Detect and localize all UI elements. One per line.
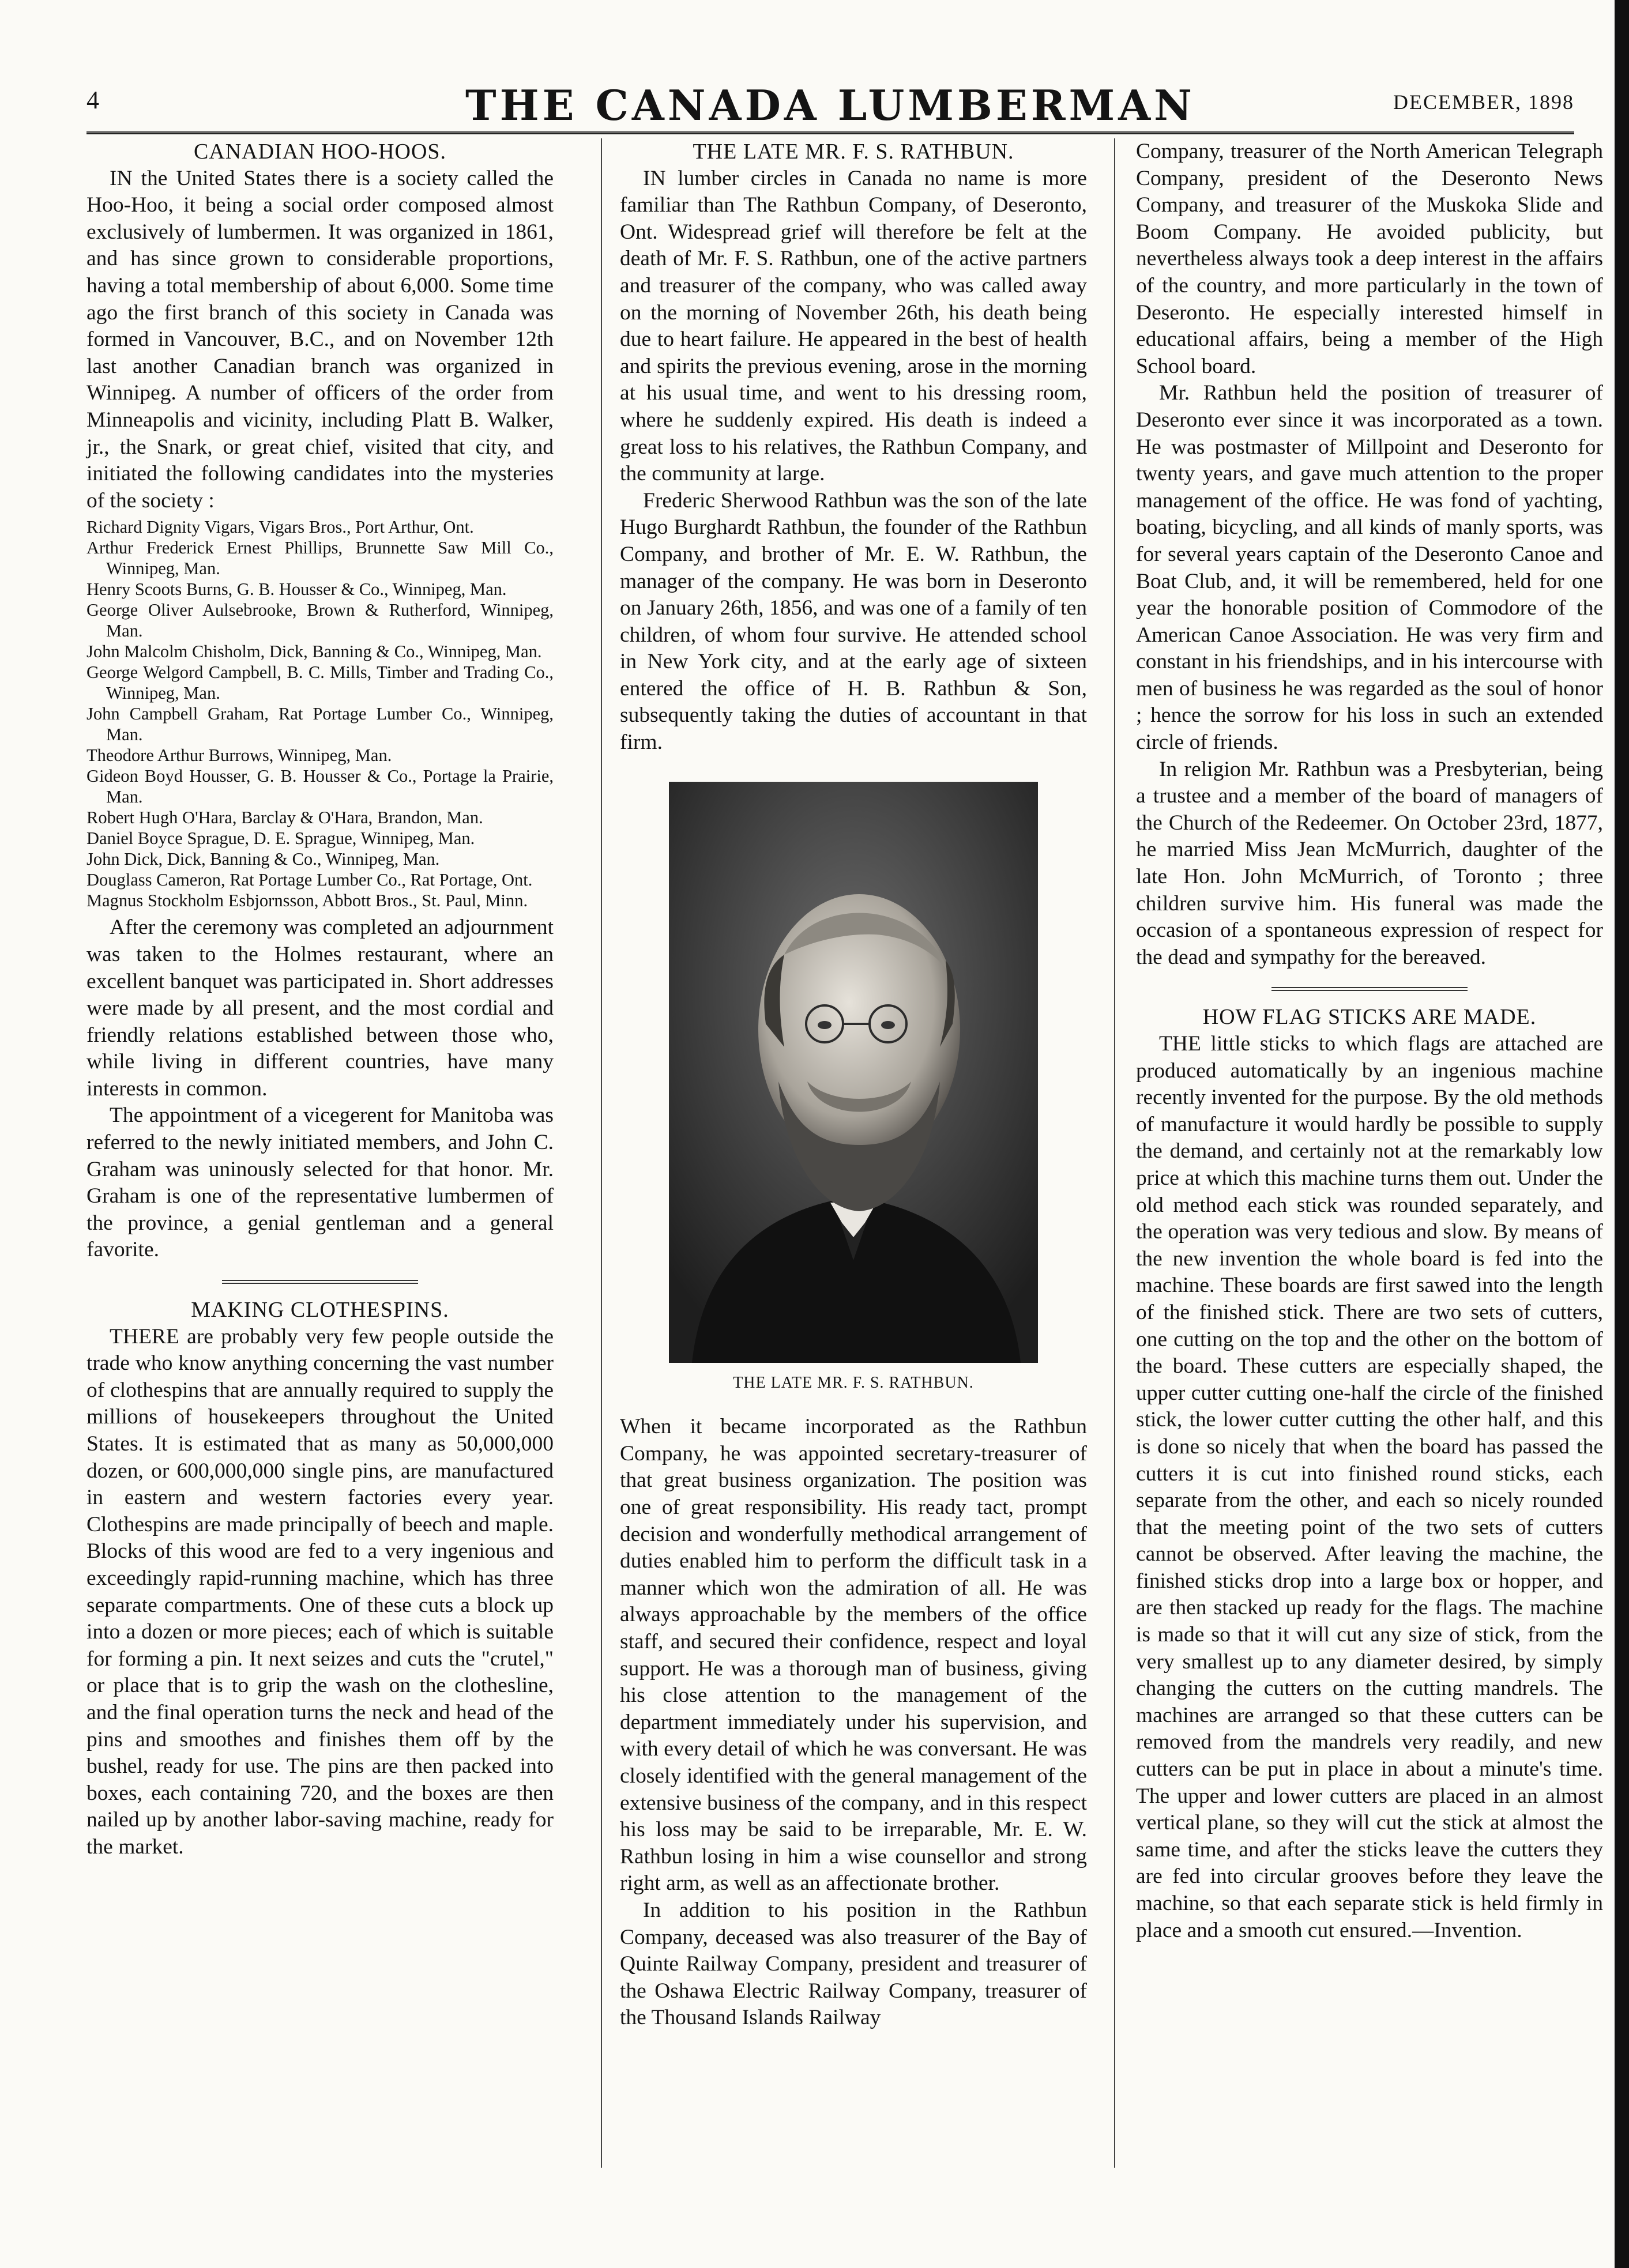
dateline: DECEMBER, 1898	[1393, 91, 1574, 114]
article-title-clothespins: MAKING CLOTHESPINS.	[191, 1298, 449, 1323]
candidate-name: Daniel Boyce Sprague, D. E. Sprague, Winnipeg, Man.	[86, 828, 475, 849]
page-number: 4	[86, 86, 99, 114]
article-paragraph: Mr. Rathbun held the position of treasurer of Deseronto ever since it was incorporated as a town. He was postmaster of Millpoint and Deseronto for twenty years, and gave much attention to the proper management of the office. He was fond of yachting, boating, bicycling, and all kinds of manly sports, was for several years captain of the Deseronto Canoe and Boat Club, and, it will be remembered, held for one year the honorable position of Commodore of the American Canoe Association. He was very firm and constant in his friendships, and in his intercourse with men of business he was regarded as the soul of honor ; hence the sorrow for his loss in such an extended circle of friends.	[1136, 381, 1603, 755]
candidate-list	[86, 517, 554, 911]
article-paragraph: After the ceremony was completed an adjournment was taken to the Holmes restaurant, where an excellent banquet was participated in. Short addresses were made by all present, and the most cordial and friendly relations established between those who, while living in different countries, have many interests in common.	[86, 916, 554, 1101]
article-paragraph: IN the United States there is a society called the Hoo-Hoo, it being a social order composed almost exclusively of lumbermen. It was organized in 1861, and has since grown to considerable proportions, having a total membership of about 6,000. Some time ago the first branch of this society in Canada was formed in Vancouver, B.C., and on November 12th last another Canadian branch was organized in Winnipeg. A number of officers of the order from Minneapolis and vicinity, including Platt B. Walker, jr., the Snark, or great chief, visited that city, and initiated the following candidates into the mysteries of the society :	[86, 166, 554, 513]
candidate-name: Magnus Stockholm Esbjornsson, Abbott Bros., St. Paul, Minn.	[86, 891, 528, 911]
article-paragraph: In addition to his position in the Rathbun Company, deceased was also treasurer of the Bay of Quinte Railway Company, president and treasurer of the Oshawa Electric Railway Company, treasurer of the Thousand Islands Railway	[620, 1898, 1087, 2030]
candidate-name: Gideon Boyd Housser, G. B. Housser & Co., Portage la Prairie, Man.	[86, 766, 554, 807]
column-divider-1	[601, 138, 602, 2168]
article-paragraph: THERE are probably very few people outside the trade who know anything concerning the vast number of clothespins that are annually required to supply the millions of housekeepers throughout the United States. It is estimated that as many as 50,000,000 dozen, or 600,000,000 single pins, are manufactured in eastern and western factories every year. Clothespins are made principally of beech and maple. Blocks of this wood are fed to a very ingenious and exceedingly rapid-running machine, which has three separate compartments. One of these cuts a block up into a dozen or more pieces; each of which is suitable for forming a pin. It next seizes and cuts the "crutel," or place that is to grip the wash on the clothesline, and the final operation turns the neck and head of the pins and smoothes and finishes them off by the bushel, ready for use. The pins are then packed into boxes, each containing 720, and the boxes are then nailed up by another labor-saving machine, ready for the market.	[86, 1324, 554, 1859]
candidate-name: John Malcolm Chisholm, Dick, Banning & Co., Winnipeg, Man.	[86, 642, 542, 662]
candidate-name: John Campbell Graham, Rat Portage Lumber Co., Winnipeg, Man.	[86, 704, 554, 745]
column-3	[1136, 138, 1603, 1944]
candidate-name: Theodore Arthur Burrows, Winnipeg, Man.	[86, 745, 392, 766]
candidate-name: Douglass Cameron, Rat Portage Lumber Co., Rat Portage, Ont.	[86, 870, 533, 890]
page-edge	[1615, 0, 1629, 2268]
header-rule	[86, 131, 1574, 134]
candidate-name: Richard Dignity Vigars, Vigars Bros., Port Arthur, Ont.	[86, 517, 474, 537]
portrait-photo	[669, 782, 1038, 1363]
article-paragraph: Frederic Sherwood Rathbun was the son of the late Hugo Burghardt Rathbun, the founder of the Rathbun Company, and brother of Mr. E. W. Rathbun, the manager of the company. He was born in Deseronto on January 26th, 1856, and was one of a family of ten children, of whom four survive. He attended school in New York city, and at the early age of sixteen entered the office of H. B. Rathbun & Son, subsequently taking the duties of accountant in that firm.	[620, 488, 1087, 755]
portrait-illustration	[669, 782, 1038, 1363]
section-separator	[1271, 987, 1468, 991]
candidate-name: John Dick, Dick, Banning & Co., Winnipeg, Man.	[86, 849, 440, 869]
candidate-name: George Welgord Campbell, B. C. Mills, Timber and Trading Co., Winnipeg, Man.	[86, 662, 554, 703]
column-2	[620, 138, 1087, 2032]
candidate-name: Arthur Frederick Ernest Phillips, Brunnette Saw Mill Co., Winnipeg, Man.	[86, 538, 554, 579]
candidate-name: George Oliver Aulsebrooke, Brown & Rutherford, Winnipeg, Man.	[86, 600, 554, 641]
photo-caption: THE LATE MR. F. S. RATHBUN.	[733, 1373, 974, 1392]
article-paragraph: THE little sticks to which flags are attached are produced automatically by an ingenious machine recently invented for the purpose. By the old methods of manufacture it would hardly be possible to supply the demand, and certainly not at the remarkably low price at which this machine turns them out. Under the old method each stick was rounded separately, and the operation was very tedious and slow. By means of the new invention the whole board is fed into the machine. These boards are first sawed into the length of the finished stick. There are two sets of cutters, one cutting on the top and the other on the bottom of the board. These cutters are especially shaped, the upper cutter cutting one-half the circle of the finished stick, the lower cutter cutting the other half, and this is done so nicely that when the board has passed the cutters it is cut into finished round sticks, each separate from the other, and each so nicely rounded that the meeting point of the two sets of cutters cannot be observed. After leaving the machine, the finished sticks drop into a large box or hopper, and are then stacked up ready for the flags. The machine is made so that it will cut any size of stick, from the very smallest up to any diameter desired, by simply changing the cutters on the cutting mandrels. The machines are arranged so that these cutters can be removed from the mandrels very readily, and new cutters can be put in place in about a minute's time. The upper and lower cutters are placed in an almost vertical plane, so they will cut the stick at almost the same time, and after the sticks leave the cutters they are fed into circular grooves before they leave the machine, so that each separate stick is held firmly in place and a smooth cut ensured.—Invention.	[1136, 1032, 1603, 1942]
masthead: THE CANADA LUMBERMAN	[465, 81, 1195, 130]
column-1	[86, 138, 554, 1861]
article-paragraph: IN lumber circles in Canada no name is more familiar than The Rathbun Company, of Deseronto, Ont. Widespread grief will therefore be felt at the death of Mr. F. S. Rathbun, one of the active partners and treasurer of the company, who was called away on the morning of November 26th, his death being due to heart failure. He appeared in the best of health and spirits the previous evening, arose in the morning at his usual time, and went to his dressing room, where he suddenly expired. His death is indeed a great loss to his relatives, the Rathbun Company, and the community at large.	[620, 166, 1087, 486]
article-paragraph: When it became incorporated as the Rathbun Company, he was appointed secretary-treasurer of that great business organization. The position was one of great responsibility. His ready tact, prompt decision and wonderfully methodical arrangement of duties enabled him to perform the difficult task in a manner which won the admiration of all. He was always approachable by the members of the office staff, and secured their confidence, respect and loyal support. He was a thorough man of business, giving his close attention to the management of the department immediately under his supervision, and with every detail of which he was conversant. He was closely identified with the general management of the extensive business of the company, and in this respect his loss may be said to be irreparable, Mr. E. W. Rathbun losing in him a wise counsellor and strong right arm, as well as an affectionate brother.	[620, 1415, 1087, 1896]
candidate-name: Henry Scoots Burns, G. B. Housser & Co., Winnipeg, Man.	[86, 579, 507, 600]
article-paragraph: The appointment of a vicegerent for Manitoba was referred to the newly initiated members, and John C. Graham was uninously selected for that honor. Mr. Graham is one of the representative lumbermen of the province, a genial gentleman and a general favorite.	[86, 1103, 554, 1262]
column-divider-2	[1114, 138, 1115, 2168]
page-header	[86, 81, 1574, 133]
section-separator	[222, 1280, 418, 1284]
article-title-flag-sticks: HOW FLAG STICKS ARE MADE.	[1202, 1005, 1537, 1030]
article-paragraph: In religion Mr. Rathbun was a Presbyterian, being a trustee and a member of the board of managers of the Church of the Redeemer. On October 23rd, 1877, he married Miss Jean McMurrich, daughter of the late Hon. John McMurrich, of Toronto ; three children survive him. His funeral was made the occasion of a spontaneous expression of respect for the dead and sympathy for the bereaved.	[1136, 757, 1603, 969]
article-title-rathbun: THE LATE MR. F. S. RATHBUN.	[693, 140, 1014, 164]
article-paragraph: Company, treasurer of the North American Telegraph Company, president of the Deseronto News Company, and treasurer of the Muskoka Slide and Boom Company. He avoided publicity, but nevertheless always took a deep interest in the affairs of the country, and more particularly in the town of Deseronto. He especially interested himself in educational affairs, being a member of the High School board.	[1136, 140, 1603, 378]
article-title-hoo-hoos: CANADIAN HOO-HOOS.	[193, 140, 447, 164]
candidate-name: Robert Hugh O'Hara, Barclay & O'Hara, Brandon, Man.	[86, 808, 483, 828]
